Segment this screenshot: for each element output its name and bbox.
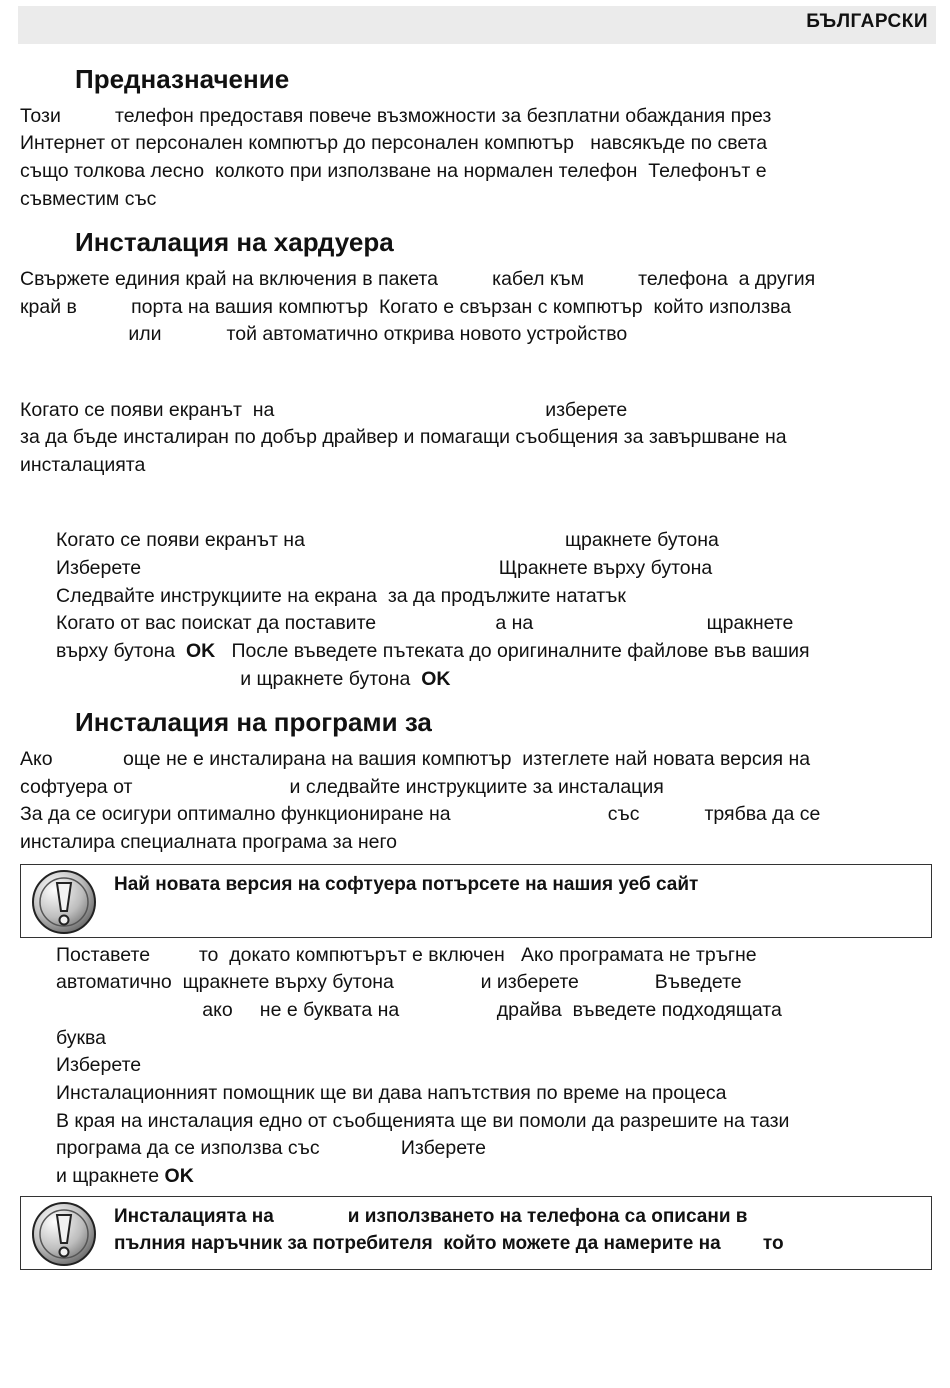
purpose-line: Интернет от персонален компютър до персонален компютър навсякъде по света xyxy=(20,132,768,154)
step-text: върху бутона xyxy=(56,640,186,662)
hardware-line: край в порта на вашия компютър Когато е свързан с компютър който използва xyxy=(20,296,792,318)
software-line: инсталира специалната програма за него xyxy=(20,831,398,853)
step-text: и щракнете бутона xyxy=(56,668,422,690)
heading-purpose: Предназначение xyxy=(75,64,290,94)
software-line: Ако още не е инсталирана на вашия компютър изтеглете най новата версия на xyxy=(20,748,811,770)
hardware-line: или той автоматично открива новото устройство xyxy=(20,323,628,345)
note-text: Инсталацията на и използването на телефона са описани в xyxy=(114,1206,748,1227)
purpose-line: съвместим със xyxy=(20,188,157,210)
software-line: За да се осигури оптимално функциониране на със трябва да се xyxy=(20,803,821,825)
ok-label: OK xyxy=(185,640,216,662)
software-step: Поставете то докато компютърът е включен Ако програмата не тръгне xyxy=(56,944,757,966)
ok-label: OK xyxy=(164,1165,194,1187)
heading-software: Инсталация на програми за xyxy=(75,707,432,737)
software-step: Изберете xyxy=(56,1054,142,1076)
note-text: Най новата версия на софтуера потърсете на нашия уеб сайт xyxy=(114,874,699,895)
note-text: пълния наръчник за потребителя който можете да намерите на то xyxy=(114,1233,784,1254)
software-step: Инсталационният помощник ще ви дава напътствия по време на процеса xyxy=(56,1082,727,1104)
note-box xyxy=(20,864,932,938)
software-step: ако не е буквата на драйва въведете подходящата xyxy=(56,999,782,1021)
language-label: БЪЛГАРСКИ xyxy=(806,11,928,32)
hardware-step xyxy=(56,667,450,691)
hardware-step xyxy=(56,639,810,663)
step-text: После въведете пътеката до оригиналните файлове във вашия xyxy=(215,640,810,662)
software-step xyxy=(56,1164,194,1188)
software-step: автоматично щракнете върху бутона и изберете Въведете xyxy=(56,971,742,993)
software-step: буква xyxy=(56,1027,107,1049)
software-step: програма да се използва със Изберете xyxy=(56,1137,486,1159)
hardware-step: Когато от вас поискат да поставите а на щракнете xyxy=(56,612,794,634)
hardware-line: за да бъде инсталиран по добър драйвер и помагащи съобщения за завършване на xyxy=(20,426,787,448)
hardware-step: Изберете Щракнете върху бутона xyxy=(56,557,713,579)
purpose-line: Този телефон предоставя повече възможности за безплатни обаждания през xyxy=(20,105,772,127)
software-line: софтуера от и следвайте инструкциите за инсталация xyxy=(20,776,664,798)
hardware-line: инсталацията xyxy=(20,454,146,476)
hardware-step: Когато се появи екранът на щракнете бутона xyxy=(56,529,719,551)
exclamation-icon xyxy=(31,1201,97,1267)
ok-label: OK xyxy=(421,668,451,690)
purpose-line: също толкова лесно колкото при използване на нормален телефон Телефонът е xyxy=(20,160,767,182)
exclamation-icon xyxy=(31,869,97,935)
language-bar xyxy=(18,6,936,44)
note-box xyxy=(20,1196,932,1270)
step-text: и щракнете xyxy=(56,1165,165,1187)
hardware-line: Свържете единия край на включения в пакета кабел към телефона а другия xyxy=(20,268,816,290)
hardware-step: Следвайте инструкциите на екрана за да продължите нататък xyxy=(56,585,626,607)
heading-hardware: Инсталация на хардуера xyxy=(75,227,394,257)
hardware-line: Когато се появи екранът на изберете xyxy=(20,399,628,421)
software-step: В края на инсталация едно от съобщенията ще ви помоли да разрешите на тази xyxy=(56,1110,790,1132)
